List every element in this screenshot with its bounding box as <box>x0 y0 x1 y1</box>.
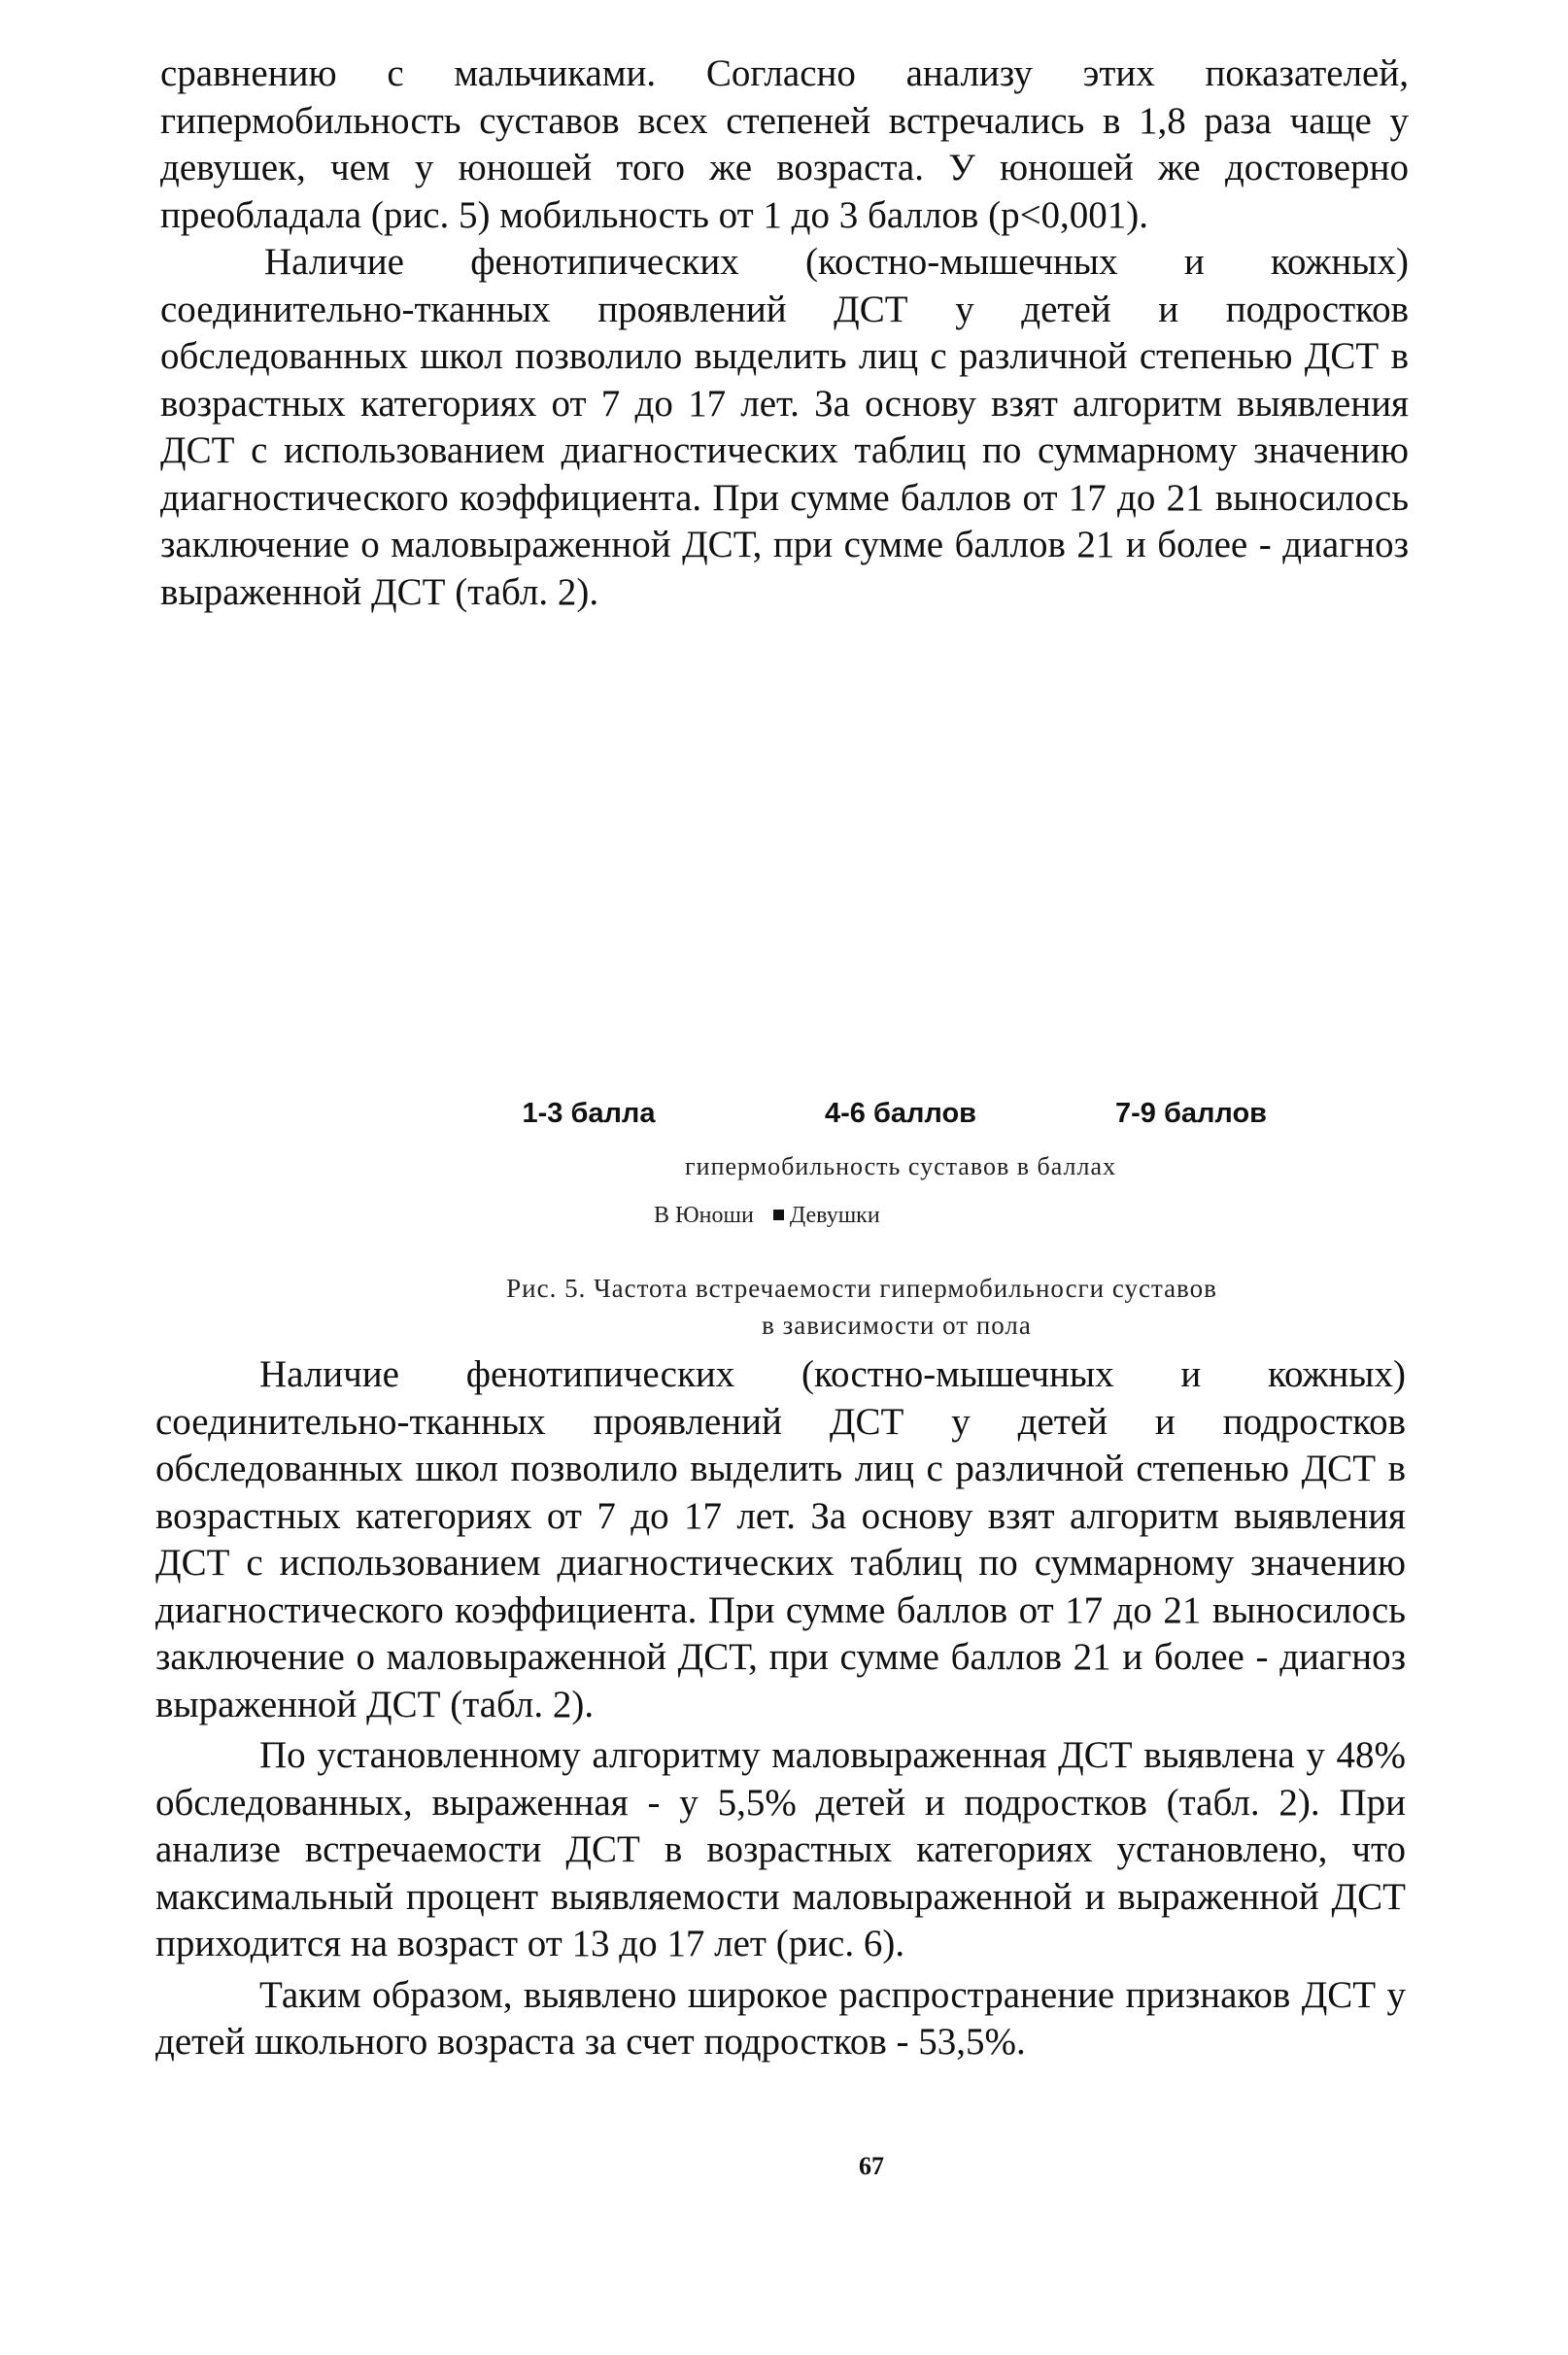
legend-label: Девушки <box>789 1203 880 1228</box>
paragraph: Наличие фенотипических (костно-мышечных и кожных) соединительно-тканных проявлений ДСТ у детей и подростков обследованных школ позволило выделить лиц с различной степенью ДСТ в возрастных категориях от 7 до 17 лет. За основу взят алгоритм выявления ДСТ с использованием диагностических таблиц по суммарному значению диагностического коэффициента. При сумме баллов от 17 до 21 выносилось заключение о маловыраженной ДСТ, при сумме баллов 21 и более - диагноз выраженной ДСТ (табл. 2). <box>160 241 1409 613</box>
category-label: 4-6 баллов <box>824 1098 977 1129</box>
paragraph: Таким образом, выявлено широкое распространение признаков ДСТ у детей школьного возраста за счет подростков - 53,5%. <box>155 1973 1406 2063</box>
category-label: 1-3 балла <box>522 1098 656 1129</box>
chart-legend <box>654 1203 894 1229</box>
legend-entry-boys <box>654 1203 760 1228</box>
paragraph: Наличие фенотипических (костно-мышечных и кожных) соединительно-тканных проявлений ДСТ у детей и подростков обследованных школ позволило выделить лиц с различной степенью ДСТ в возрастных категориях от 7 до 17 лет. За основу взят алгоритм выявления ДСТ с использованием диагностических таблиц по суммарному значению диагностического коэффициента. При сумме баллов от 17 до 21 выносилось заключение о маловыраженной ДСТ, при сумме баллов 21 и более - диагноз выраженной ДСТ (табл. 2). <box>155 1353 1406 1725</box>
paragraph: По установленному алгоритму маловыраженная ДСТ выявлена у 48% обследованных, выраженная - у 5,5% детей и подростков (табл. 2). При анализе встречаемости ДСТ в возрастных категориях установлено, что максимальный процент выявляемости маловыраженной и выраженной ДСТ приходится на возраст от 13 до 17 лет (рис. 6). <box>155 1734 1406 1964</box>
paragraph-continuation: сравнению с мальчиками. Согласно анализу этих показателей, гипермобильность суставов всех степеней встречались в 1,8 раза чаще у девушек, чем у юношей того же возраста. У юношей же достоверно преобладала (рис. 5) мобильность от 1 до 3 баллов (p<0,001). <box>160 52 1409 236</box>
x-axis-label: гипермобильность суставов в баллах <box>685 1152 1116 1180</box>
legend-marker: В <box>654 1203 670 1228</box>
top-text-block <box>160 51 1409 616</box>
bottom-text-block <box>155 1351 1406 2066</box>
legend-square-icon <box>773 1210 784 1220</box>
caption-line: Рис. 5. Частота встречаемости гипермобильносги суставов <box>506 1274 1217 1303</box>
caption-line: в зависимости от пола <box>762 1311 1032 1340</box>
page-number: 67 <box>859 2152 884 2180</box>
legend-label: Юноши <box>675 1203 754 1228</box>
figure-caption <box>0 1270 1568 1344</box>
category-label: 7-9 баллов <box>1114 1098 1268 1129</box>
legend-entry-girls <box>773 1203 880 1228</box>
